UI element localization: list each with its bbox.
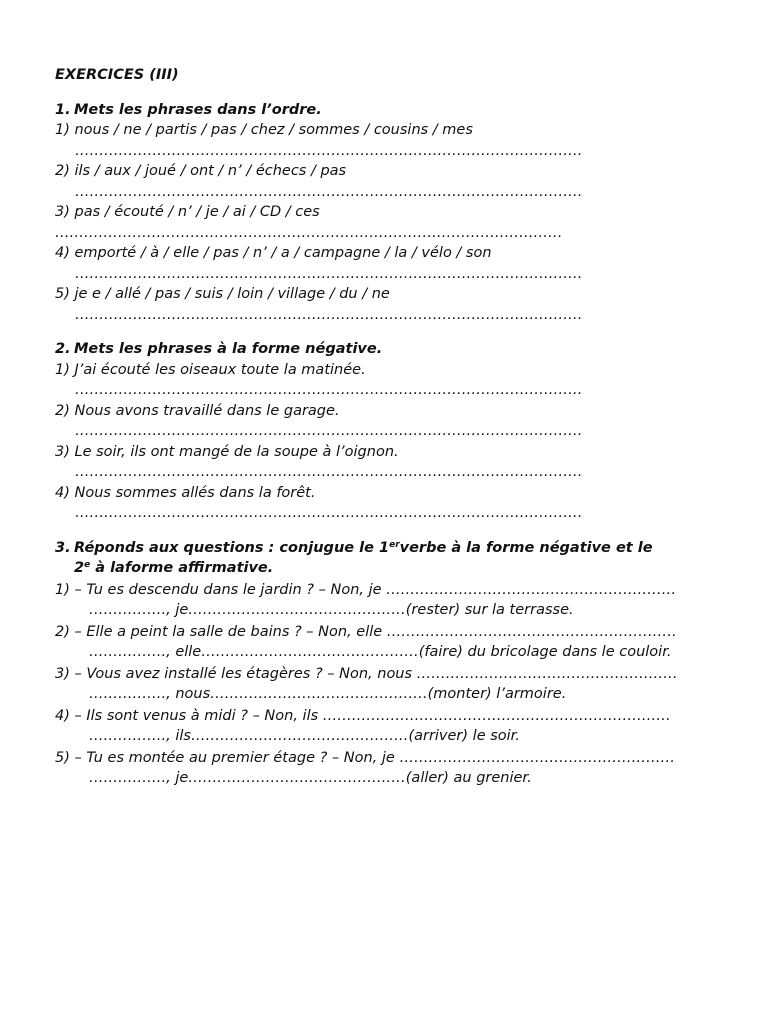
heading-text: Réponds aux questions : conjugue le 1 (74, 539, 390, 556)
exercise-item (55, 202, 735, 243)
item-question: 5) – Tu es montée au premier étage ? – Non, je ………………………………………………… (55, 749, 675, 766)
section-1 (55, 100, 735, 326)
answer-line: …………………………………………………………………………………………… (75, 142, 583, 159)
exercise-item (55, 483, 735, 524)
item-answer-line: ……………., nous………………………………………(monter) l’armoire. (89, 686, 567, 702)
section-3 (55, 538, 735, 789)
exercise-item (55, 120, 735, 161)
answer-line: …………………………………………………………………………………………… (75, 464, 583, 480)
answer-line: …………………………………………………………………………………………… (75, 423, 583, 439)
item-prompt: 4) emporté / à / elle / pas / n’ / a / campagne / la / vélo / son (55, 245, 492, 261)
section-3-heading (55, 538, 735, 579)
superscript-er: er (389, 539, 400, 550)
answer-line: …………………………………………………………………………………………… (55, 224, 563, 241)
item-answer-line: ……………., je………………………………………(rester) sur la terrasse. (89, 602, 574, 618)
section-2 (55, 339, 735, 524)
exercise-item (55, 706, 735, 747)
answer-line: …………………………………………………………………………………………… (75, 183, 583, 200)
heading-text: 2 (74, 560, 85, 576)
section-2-heading (55, 339, 735, 360)
item-prompt: 5) je e / allé / pas / suis / loin / village / du / ne (55, 286, 390, 302)
answer-line: …………………………………………………………………………………………… (75, 306, 583, 323)
item-prompt: 3) pas / écouté / n’ / je / ai / CD / ces (55, 204, 320, 220)
worksheet-title: EXERCICES (III) (55, 67, 179, 83)
item-answer-line: ……………., ils………………………………………(arriver) le soir. (89, 728, 520, 744)
section-1-heading (55, 100, 735, 121)
answer-line: …………………………………………………………………………………………… (75, 382, 583, 398)
section-2-title: Mets les phrases à la forme négative. (74, 341, 383, 357)
item-answer-line: ……………., je………………………………………(aller) au grenier. (89, 770, 532, 786)
heading-text: à laforme affirmative. (90, 560, 274, 576)
worksheet (55, 65, 735, 803)
section-1-title: Mets les phrases dans l’ordre. (74, 101, 322, 118)
answer-line: …………………………………………………………………………………………… (75, 265, 583, 282)
item-question: 3) – Vous avez installé les étagères ? – Non, nous ……………………………………………… (55, 665, 678, 682)
item-prompt: 3) Le soir, ils ont mangé de la soupe à l’oignon. (55, 443, 399, 460)
item-prompt: 4) Nous sommes allés dans la forêt. (55, 484, 316, 501)
section-3-title (74, 538, 653, 579)
section-3-number: 3. (55, 539, 71, 556)
exercise-item (55, 442, 735, 483)
exercise-item (55, 161, 735, 202)
item-prompt: 1) J’ai écouté les oiseaux toute la matinée. (55, 361, 366, 378)
exercise-item (55, 243, 735, 284)
exercise-item (55, 580, 735, 621)
item-prompt: 2) ils / aux / joué / ont / n’ / échecs / pas (55, 163, 347, 179)
exercise-item (55, 360, 735, 401)
item-question: 2) – Elle a peint la salle de bains ? – Non, elle …………………………………………………… (55, 623, 677, 640)
exercise-item (55, 622, 735, 663)
superscript-e: e (84, 560, 91, 570)
answer-line: …………………………………………………………………………………………… (75, 505, 583, 521)
heading-text: verbe à la forme négative et le (399, 539, 653, 556)
item-question: 1) – Tu es descendu dans le jardin ? – Non, je …………………………………………………… (55, 581, 677, 598)
item-question: 4) – Ils sont venus à midi ? – Non, ils ……………………………………………………………… (55, 707, 671, 724)
item-prompt: 1) nous / ne / partis / pas / chez / sommes / cousins / mes (55, 122, 473, 138)
exercise-item (55, 401, 735, 442)
section-1-number: 1. (55, 101, 71, 118)
section-2-number: 2. (55, 341, 71, 357)
item-answer-line: ……………., elle………………………………………(faire) du bricolage dans le couloir. (89, 644, 672, 660)
item-prompt: 2) Nous avons travaillé dans le garage. (55, 402, 340, 419)
exercise-item (55, 284, 735, 325)
exercise-item (55, 748, 735, 789)
exercise-item (55, 664, 735, 705)
